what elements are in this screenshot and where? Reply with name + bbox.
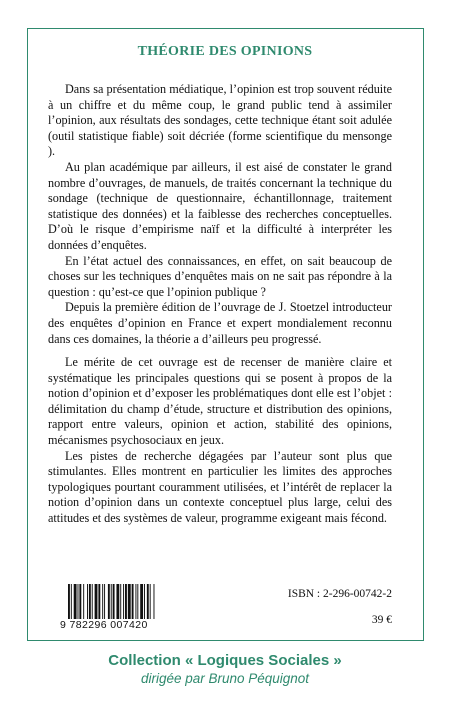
paragraph: Dans sa présentation médiatique, l’opinion est trop souvent réduite à un chiffre et du même coup, le grand public tend à assimiler l’opinion, aux résultats des sondages, cette technique étant soit adulée (outil statistique fiable) soit décriée (forme scientifique du mensonge ).: [48, 82, 392, 159]
back-cover-text: [48, 82, 392, 527]
paragraph: Les pistes de recherche dégagées par l’auteur sont plus que stimulantes. Elles montrent en particulier les limites des approches typologiques pourtant couramment utilisées, et l’intérêt de replacer la notion d’opinion dans un contexte conceptuel plus large, celui des attitudes et des systèmes de valeur, programme exigeant mais fécond.: [48, 448, 392, 526]
paragraph: Au plan académique par ailleurs, il est aisé de constater le grand nombre d’ouvrages, de manuels, de traités concernant la technique du sondage (technique de questionnaire, échantillonnage, traitement statistique des données) et la faiblesse des recherches conceptuelles. D’où le risque d’empirisme naïf et la difficulté à interpréter les données d’enquêtes.: [48, 159, 392, 252]
collection-name: Collection « Logiques Sociales »: [108, 652, 342, 669]
price: 39 €: [371, 614, 392, 626]
paragraph: En l’état actuel des connaissances, en effet, on sait beaucoup de choses sur les techniques d’enquêtes mais on ne sait pas répondre à la question : qu’est-ce que l’opinion publique ?: [48, 253, 392, 299]
isbn: ISBN : 2-296-00742-2: [287, 588, 392, 600]
barcode-bars: [58, 584, 186, 622]
barcode-digits: 9 782296 007420: [58, 619, 186, 631]
paragraph: Le mérite de cet ouvrage est de recenser de manière claire et systématique les principales questions qui se posent à propos de la notion d’opinion et d’exposer les problématiques dont elle est l’objet : délimitation du champ d’étude, structure et distribution des opinions, rapport entre valeurs, opinion et action, stabilité des opinions, mécanismes psychosociaux en jeux.: [48, 355, 392, 448]
barcode: [58, 584, 186, 632]
book-title: THÉORIE DES OPINIONS: [137, 44, 313, 59]
paragraph: Depuis la première édition de l’ouvrage de J. Stoetzel introducteur des enquêtes d’opinion en France et expert mondialement reconnu dans ces domaines, la théorie a d’ailleurs peu progressé.: [48, 300, 392, 346]
collection-director: dirigée par Bruno Péquignot: [140, 671, 310, 686]
